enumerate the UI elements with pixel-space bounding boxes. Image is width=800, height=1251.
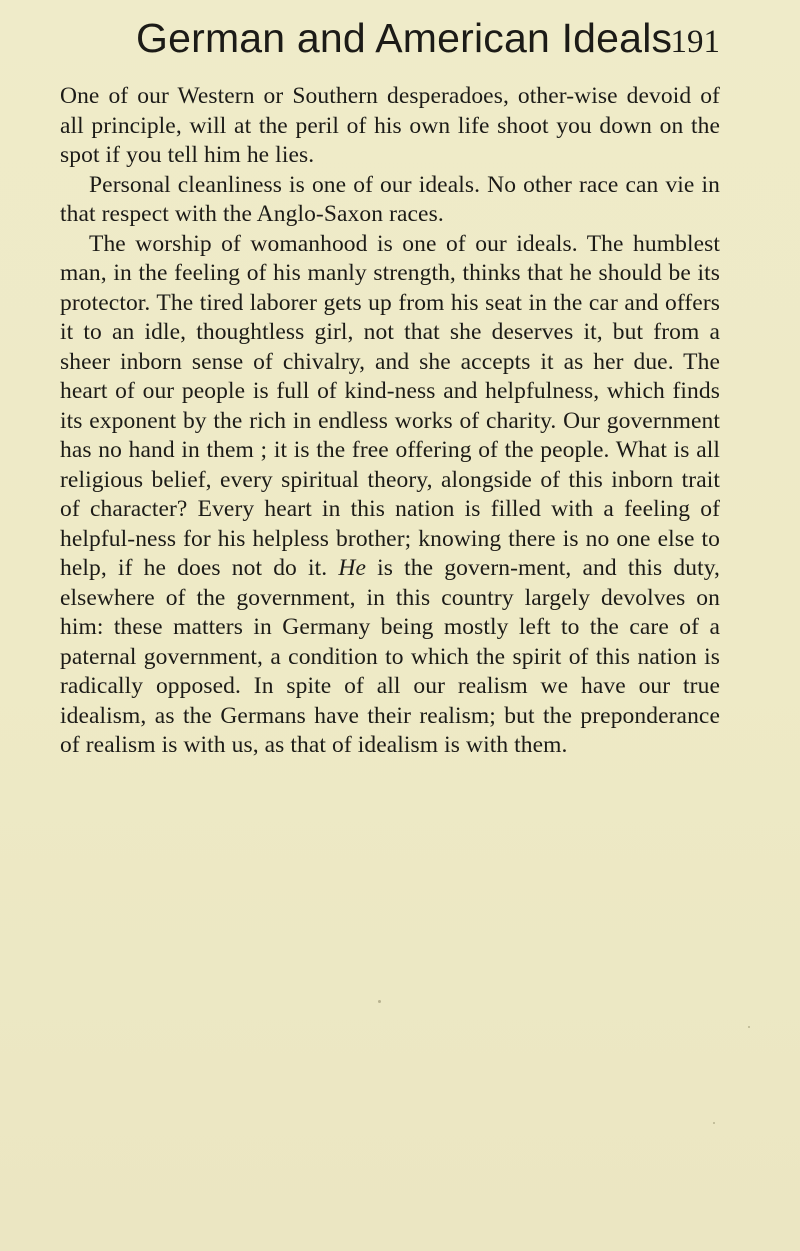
paragraph-womanhood xyxy=(60,230,720,761)
paragraph-womanhood-emphasis: He xyxy=(338,555,366,581)
running-title: German and American Ideals xyxy=(136,15,673,61)
paragraph-cleanliness: Personal cleanliness is one of our ideals. No other race can vie in that respect with the Anglo-Saxon races. xyxy=(60,171,720,227)
paper-speck xyxy=(713,1122,715,1124)
body-text xyxy=(60,82,720,761)
running-head xyxy=(60,12,720,68)
paper-speck xyxy=(378,1000,381,1003)
paragraph-womanhood-text-before: The worship of womanhood is one of our ideals. The humblest man, in the feeling of his manly strength, thinks that he should be its protector. The tired laborer gets up from his seat in the car and offers it to an idle, thoughtless girl, not that she deserves it, but from a sheer inborn sense of chivalry, and she accepts it as her due. The heart of our people is full of kind-ness and helpfulness, which finds its exponent by the rich in endless works of charity. Our government has no hand in them ; it is the free offering of the people. What is all religious belief, every spiritual theory, alongside of this inborn trait of character? Every heart in this nation is filled with a feeling of helpful-ness for his helpless brother; knowing there is no one else to help, if he does not do it. xyxy=(60,230,720,581)
paper-speck xyxy=(748,1026,750,1028)
paragraph-womanhood-text-after: is the govern-ment, and this duty, elsewhere of the government, in this country largely devolves on him: these matters in Germany being mostly left to the care of a paternal government, a condition to which the spirit of this nation is radically opposed. In spite of all our realism we have our true idealism, as the Germans have their realism; but the preponderance of realism is with us, as that of idealism is with them. xyxy=(60,555,720,758)
page-number: 191 xyxy=(670,24,720,60)
paragraph-desperadoes: One of our Western or Southern desperadoes, other-wise devoid of all principle, will at the peril of his own life shoot you down on the spot if you tell him he lies. xyxy=(60,83,720,168)
